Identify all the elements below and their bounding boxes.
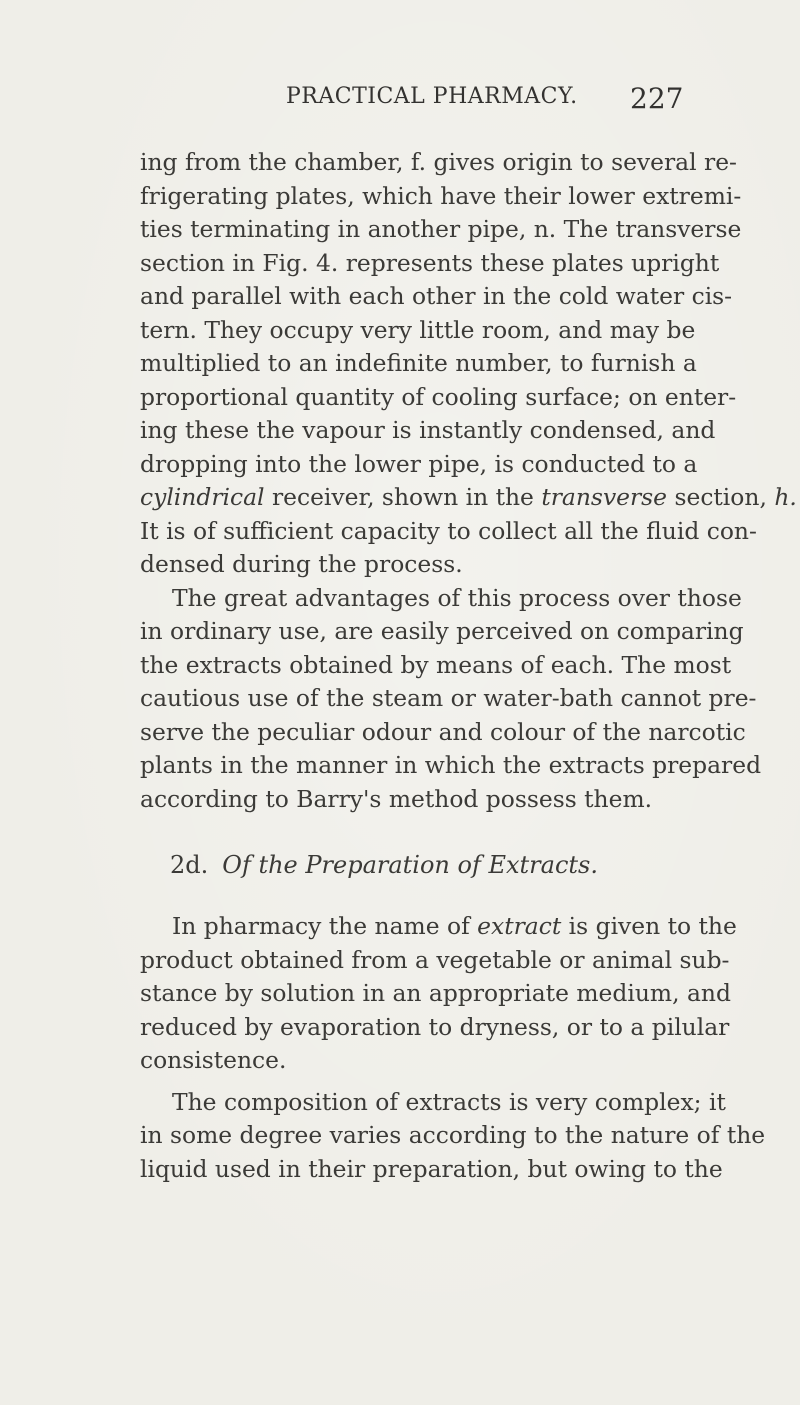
italic-term: transverse	[541, 483, 668, 511]
text-line: reduced by evaporation to dryness, or to a pilular	[140, 1012, 730, 1041]
text-line: densed during the process.	[140, 550, 463, 578]
text-line: serve the peculiar odour and colour of the narcotic	[140, 717, 746, 746]
text-line: plants in the manner in which the extracts prepared	[140, 751, 762, 779]
text-line: in ordinary use, are easily perceived on comparing	[140, 617, 744, 645]
page-header	[0, 82, 800, 122]
text-line: product obtained from a vegetable or animal sub-	[140, 945, 730, 974]
italic-term: cylindrical	[140, 483, 265, 511]
running-head: PRACTICAL PHARMACY.	[286, 84, 578, 109]
body-text	[140, 146, 797, 1186]
text-line	[140, 481, 797, 515]
text-segment: receiver, shown in the	[264, 483, 542, 511]
page-number: 227	[630, 82, 684, 115]
text-segment: section,	[667, 483, 775, 511]
text-line: and parallel with each other in the cold water cis-	[140, 282, 733, 310]
text-line: proportional quantity of cooling surface; on enter-	[140, 382, 737, 411]
text-line: the extracts obtained by means of each. The most	[140, 650, 732, 679]
text-line: dropping into the lower pipe, is conducted to a	[140, 449, 698, 478]
text-segment: In pharmacy the name of	[172, 912, 478, 940]
paragraph-extract-definition	[140, 910, 737, 1078]
text-line: ties terminating in another pipe, n. The transverse	[140, 215, 742, 243]
text-line: multiplied to an indefinite number, to furnish a	[140, 349, 697, 377]
text-line: ing these the vapour is instantly condensed, and	[140, 416, 716, 444]
italic-term: h.	[774, 483, 797, 511]
text-line: section in Fig. 4. represents these plates upright	[140, 248, 720, 277]
text-line: It is of sufficient capacity to collect all the fluid con-	[140, 516, 757, 545]
text-line: tern. They occupy very little room, and may be	[140, 315, 696, 344]
section-title: Of the Preparation of Extracts.	[222, 851, 598, 879]
section-number: 2d.	[170, 851, 209, 879]
text-line: in some degree varies according to the nature of the	[140, 1121, 766, 1149]
section-heading	[140, 848, 688, 882]
italic-term: extract	[477, 912, 562, 940]
text-line: The composition of extracts is very complex; it	[172, 1087, 726, 1116]
paragraph-composition	[140, 1086, 766, 1187]
text-line: ing from the chamber, f. gives origin to several re-	[140, 148, 737, 176]
text-line	[140, 910, 737, 944]
text-segment: is given to the	[561, 912, 737, 940]
text-line: stance by solution in an appropriate medium, and	[140, 979, 731, 1007]
paragraph-advantages	[140, 582, 762, 817]
text-line: frigerating plates, which have their lower extremi-	[140, 181, 742, 210]
text-line: according to Barry's method possess them.	[140, 784, 653, 813]
text-line: consistence.	[140, 1046, 287, 1074]
text-line: cautious use of the steam or water-bath cannot pre-	[140, 684, 757, 712]
text-line: liquid used in their preparation, but owing to the	[140, 1154, 723, 1183]
paragraph-refrigerating-plates	[140, 146, 797, 582]
text-line: The great advantages of this process over those	[172, 583, 742, 612]
